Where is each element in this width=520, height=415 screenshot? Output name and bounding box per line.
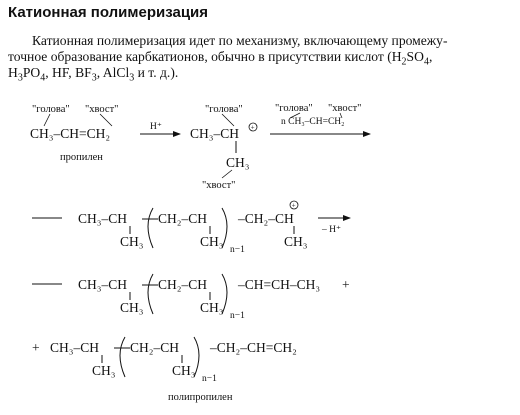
paragraph-line-2: точное образование карбкатионов, обычно в присутствии кислот ($H_2SO_4$,: [8, 49, 433, 68]
section-heading: Катионная полимеризация: [8, 4, 209, 21]
pointer-tail-bottom: [222, 170, 232, 178]
chain-row3-ch3-b: CH₃: [200, 300, 224, 315]
label-reagent: n CH₃–CH=CH₂: [281, 117, 345, 127]
chain-row3-end: –CH=CH–CH₃: [238, 277, 321, 292]
paragraph-line-3: $H_3PO_4$, HF, $BF_3$, AlCl$_3$ и т. д.).: [8, 65, 179, 84]
chain-row3-start: CH₃–CH: [78, 277, 127, 292]
bracket-left-row2: [148, 208, 153, 248]
label-tail-3: "хвост": [328, 103, 362, 114]
paragraph-line-1: Катионная полимеризация идет по механизму, включающему промежу-: [32, 33, 448, 48]
bracket-left-row3: [148, 274, 153, 314]
plus-charge-sign: +: [250, 123, 255, 132]
chain-row3-mid: CH₂–CH: [158, 277, 207, 292]
label-tail-bottom: "хвост": [202, 180, 236, 191]
subscript-row4: n−1: [202, 374, 217, 384]
label-h-plus: H⁺: [150, 122, 162, 132]
chain-row4-end: –CH₂–CH=CH₂: [210, 340, 297, 355]
chain-row2-start: CH₃–CH: [78, 211, 127, 226]
chain-row4-ch3-a: CH₃: [92, 363, 116, 378]
chain-row2-ch3-c: CH₃: [284, 234, 308, 249]
label-head: "голова": [32, 104, 70, 115]
chain-row2-end: –CH₂–CH: [238, 211, 294, 226]
subscript-row3: n−1: [230, 311, 245, 321]
label-polypropylene: полипропилен: [168, 392, 233, 403]
label-minus-h-plus: – H⁺: [322, 225, 341, 235]
label-propylene: пропилен: [60, 152, 103, 163]
chain-row4-start: CH₃–CH: [50, 340, 99, 355]
pointer-head: [44, 114, 50, 126]
label-head-3: "голова": [275, 103, 313, 114]
label-tail: "хвост": [85, 104, 119, 115]
chain-row2-ch3-b: CH₃: [200, 234, 224, 249]
chain-row2-ch3-a: CH₃: [120, 234, 144, 249]
bracket-left-row4: [120, 337, 125, 377]
label-head-2: "голова": [205, 104, 243, 115]
cation-formula: CH₃–CH: [190, 126, 239, 141]
plus-row4: +: [32, 340, 40, 355]
chain-row3-ch3-a: CH₃: [120, 300, 144, 315]
chain-row4-ch3-b: CH₃: [172, 363, 196, 378]
pointer-tail: [100, 114, 112, 126]
plus-charge-sign-2: +: [291, 201, 296, 210]
propylene-formula: CH₃–CH=CH₂: [30, 126, 111, 141]
chain-row4-mid: CH₂–CH: [130, 340, 179, 355]
cation-ch3: CH₃: [226, 155, 250, 170]
pointer-head-2: [222, 114, 234, 126]
plus-row3: +: [342, 277, 350, 292]
subscript-row2: n−1: [230, 245, 245, 255]
chain-row2-mid: CH₂–CH: [158, 211, 207, 226]
